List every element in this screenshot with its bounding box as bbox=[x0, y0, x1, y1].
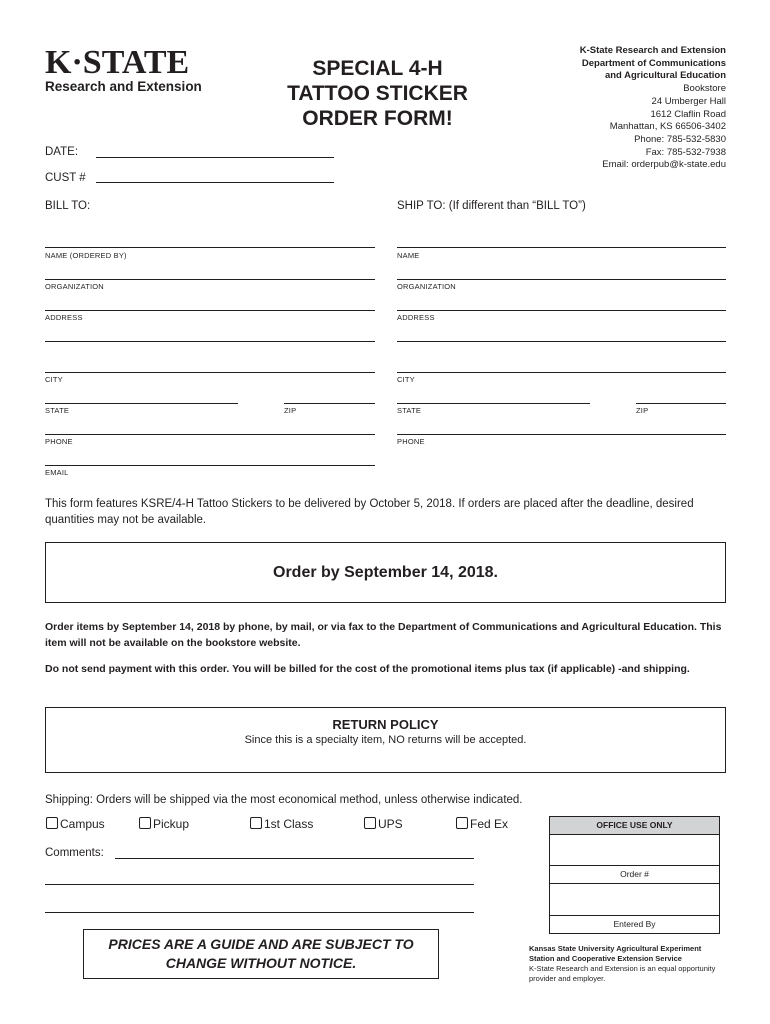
first-class-checkbox[interactable] bbox=[250, 817, 262, 829]
order-items-paragraph: Order items by September 14, 2018 by phone, by mail, or via fax to the Department of Communications and Agricultural Education. This item will not be available on the bookstore website. bbox=[45, 621, 722, 649]
bill-phone-label: PHONE bbox=[45, 437, 73, 446]
comments-line-3[interactable] bbox=[45, 912, 474, 913]
contact-road: 1612 Claflin Road bbox=[650, 108, 726, 120]
title-line-1: SPECIAL 4-H bbox=[312, 57, 443, 80]
office-use-box bbox=[549, 816, 720, 934]
office-entered-field[interactable] bbox=[550, 884, 719, 916]
bill-zip-field[interactable] bbox=[284, 403, 375, 404]
contact-dept: Department of Communications bbox=[581, 57, 726, 69]
form-title bbox=[255, 56, 500, 131]
bill-state-field[interactable] bbox=[45, 403, 238, 404]
bill-address-label: ADDRESS bbox=[45, 313, 83, 322]
title-line-2: TATTOO STICKER bbox=[287, 82, 468, 105]
prices-notice-text: PRICES ARE A GUIDE AND ARE SUBJECT TO CHANGE WITHOUT NOTICE. bbox=[108, 936, 414, 971]
order-by-text: Order by September 14, 2018. bbox=[273, 563, 498, 581]
ship-address-label: ADDRESS bbox=[397, 313, 435, 322]
fedex-label: Fed Ex bbox=[470, 817, 509, 831]
date-label: DATE: bbox=[45, 146, 79, 158]
ship-city-field[interactable] bbox=[397, 372, 726, 373]
bill-state-label: STATE bbox=[45, 406, 70, 415]
cust-label: CUST # bbox=[45, 172, 86, 184]
bill-name-label: NAME (ORDERED BY) bbox=[45, 251, 127, 260]
bill-organization-label: ORGANIZATION bbox=[45, 282, 104, 291]
pickup-checkbox[interactable] bbox=[139, 817, 151, 829]
ship-to-label: SHIP TO: (If different than “BILL TO”) bbox=[397, 200, 586, 212]
ship-phone-label: PHONE bbox=[397, 437, 425, 446]
return-policy-title: RETURN POLICY bbox=[332, 717, 439, 732]
contact-dept-2: and Agricultural Education bbox=[604, 70, 726, 82]
date-field[interactable] bbox=[96, 157, 334, 158]
ship-address-line2-field[interactable] bbox=[397, 341, 726, 342]
first-class-label: 1st Class bbox=[264, 817, 314, 831]
contact-hall: 24 Umberger Hall bbox=[651, 95, 726, 107]
contact-email: Email: orderpub@k-state.edu bbox=[602, 159, 726, 171]
contact-bookstore: Bookstore bbox=[683, 83, 726, 95]
order-by-box bbox=[45, 542, 726, 603]
contact-block bbox=[580, 45, 726, 172]
contact-phone: Phone: 785-532-5830 bbox=[634, 133, 726, 145]
ship-name-label: NAME bbox=[397, 251, 420, 260]
shipping-option-ups[interactable] bbox=[364, 817, 403, 831]
comments-label: Comments: bbox=[45, 847, 104, 859]
shipping-option-pickup[interactable] bbox=[139, 817, 189, 831]
bill-email-field[interactable] bbox=[45, 465, 375, 466]
footer-line-2: Station and Cooperative Extension Service bbox=[529, 954, 682, 963]
campus-label: Campus bbox=[60, 817, 105, 831]
shipping-option-campus[interactable] bbox=[46, 817, 105, 831]
pickup-label: Pickup bbox=[153, 817, 190, 831]
no-payment-paragraph: Do not send payment with this order. You will be billed for the cost of the promotional items plus tax (if applicable) -and shipping. bbox=[45, 663, 690, 675]
contact-org: K-State Research and Extension bbox=[579, 45, 726, 56]
kstate-logo: K·STATE bbox=[45, 44, 190, 81]
ship-city-label: CITY bbox=[397, 375, 415, 384]
campus-checkbox[interactable] bbox=[46, 817, 58, 829]
office-use-header: OFFICE USE ONLY bbox=[550, 817, 719, 835]
bill-organization-field[interactable] bbox=[45, 279, 375, 280]
ups-checkbox[interactable] bbox=[364, 817, 376, 829]
contact-city: Manhattan, KS 66506-3402 bbox=[609, 121, 726, 133]
ship-state-field[interactable] bbox=[397, 403, 590, 404]
ups-label: UPS bbox=[378, 817, 403, 831]
bill-city-label: CITY bbox=[45, 375, 63, 384]
ship-phone-field[interactable] bbox=[397, 434, 726, 435]
bill-name-field[interactable] bbox=[45, 247, 375, 248]
shipping-option-1st-class[interactable] bbox=[250, 817, 313, 831]
return-policy-box bbox=[45, 707, 726, 773]
footer-line-1: Kansas State University Agricultural Experiment bbox=[529, 944, 702, 953]
intro-paragraph: This form features KSRE/4-H Tattoo Stickers to be delivered by October 5, 2018. If orders are placed after the deadline, desired quantities may not be available. bbox=[45, 498, 694, 526]
ship-address-field[interactable] bbox=[397, 310, 726, 311]
cust-field[interactable] bbox=[96, 182, 334, 183]
ship-zip-field[interactable] bbox=[636, 403, 726, 404]
bill-phone-field[interactable] bbox=[45, 434, 375, 435]
prices-notice-box bbox=[83, 929, 439, 979]
footer-block bbox=[529, 944, 734, 984]
footer-line-4: provider and employer. bbox=[529, 974, 606, 983]
bill-address-field[interactable] bbox=[45, 310, 375, 311]
shipping-label: Shipping: Orders will be shipped via the most economical method, unless otherwise indicated. bbox=[45, 794, 523, 806]
shipping-option-fedex[interactable] bbox=[456, 817, 508, 831]
ship-zip-label: ZIP bbox=[636, 406, 649, 415]
bill-city-field[interactable] bbox=[45, 372, 375, 373]
logo-subtitle: Research and Extension bbox=[45, 79, 202, 94]
bill-zip-label: ZIP bbox=[284, 406, 297, 415]
contact-fax: Fax: 785-532-7938 bbox=[645, 146, 726, 158]
footer-line-3: K-State Research and Extension is an equal opportunity bbox=[529, 964, 716, 973]
comments-line-2[interactable] bbox=[45, 884, 474, 885]
title-line-3: ORDER FORM! bbox=[302, 107, 453, 130]
office-order-field[interactable] bbox=[550, 835, 719, 866]
ship-organization-label: ORGANIZATION bbox=[397, 282, 456, 291]
office-order-label: Order # bbox=[550, 866, 719, 884]
ship-organization-field[interactable] bbox=[397, 279, 726, 280]
comments-line-1[interactable] bbox=[115, 858, 474, 859]
return-policy-text: Since this is a specialty item, NO returns will be accepted. bbox=[244, 734, 527, 746]
fedex-checkbox[interactable] bbox=[456, 817, 468, 829]
bill-email-label: EMAIL bbox=[45, 468, 69, 477]
office-entered-label: Entered By bbox=[550, 916, 719, 933]
ship-state-label: STATE bbox=[397, 406, 422, 415]
ship-name-field[interactable] bbox=[397, 247, 726, 248]
bill-to-label: BILL TO: bbox=[45, 200, 91, 212]
bill-address-line2-field[interactable] bbox=[45, 341, 375, 342]
